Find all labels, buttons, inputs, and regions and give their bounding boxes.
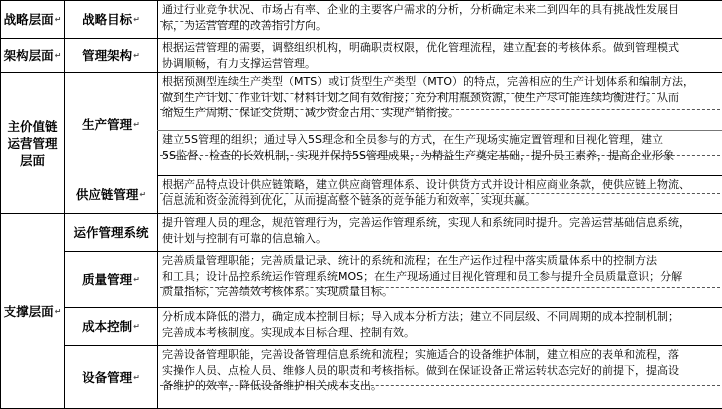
content-line: 和工具；设计品控系统运作管理系统MOS；在生产现场通过目视化管理和员工参与提升全员质量意识；分解 xyxy=(162,269,683,283)
sub-production-management-label: 生产管理 xyxy=(82,116,133,132)
layer-value-chain xyxy=(3,73,62,213)
layer-architecture: 架构层面 ↵ xyxy=(3,48,62,63)
sub-operation-system-label: 运作管理系统 xyxy=(73,225,149,240)
sub-cost-control: 成本控制 ↵ xyxy=(82,319,140,334)
content-line: 完善设备管理职能，完善设备管理信息系统和流程；实施适合的设备维护体制，建立相应的表单和流程，落 xyxy=(162,348,679,361)
content-line: 建立5S管理的组织；通过导入5S理念和全员参与的方式，在生产现场实施定置管理和目视化管理，建立 xyxy=(162,133,663,146)
sub-production-management: 生产管理 ↵ xyxy=(82,116,140,132)
content-line: 实操作人员、点检人员、维修人员的职责和考核指标。做到在保证设备正常运转状态完好的前提下，提高设 xyxy=(162,363,679,377)
content-line: 根据运营管理的需要，调整组织机构，明确职责权限，优化管理流程，建立配套的考核体系。做到管理模式 xyxy=(162,41,679,54)
sub-management-architecture: 管理架构 ↵ xyxy=(82,48,140,63)
layer-strategy-label: 战略层面 xyxy=(3,12,54,27)
content-supply-chain xyxy=(158,176,722,213)
sub-supply-chain: 供应链管理 ↵ xyxy=(75,187,147,202)
content-line: 提升管理人员的理念，规范管理行为，完善运作管理系统，实现人和系统同时提升。完善运营基础信息系统， xyxy=(162,216,690,229)
layer-support: 支撑层面 ↵ xyxy=(3,303,62,319)
content-strategy xyxy=(158,1,722,38)
sub-strategy-goal-label: 战略目标 xyxy=(82,12,133,27)
layer-support-label: 支撑层面 xyxy=(3,303,54,319)
content-operation-system xyxy=(158,214,722,251)
content-line: 质量指标，完善绩效考核体系。实现质量目标。 xyxy=(162,285,393,298)
content-equipment-management xyxy=(158,346,722,408)
content-quality-management xyxy=(158,252,722,307)
content-line: 做到生产计划、作业计划、材料计划之间有效衔接；充分利用瓶颈资源，使生产尽可能连续均衡进行。从而 xyxy=(162,90,679,104)
content-line: 分析成本降低的潜力，确定成本控制目标；导入成本分析方法；建立不同层级、不同周期的成本控制机制； xyxy=(162,310,679,323)
content-architecture xyxy=(158,39,722,72)
content-line: 完善质量管理职能；完善质量记录、统计的系统和流程；在生产运作过程中落实质量体系中的控制方法 xyxy=(162,254,657,267)
content-line: 缩短生产周期、保证交货期、减少资金占用、实现产销衔接。 xyxy=(162,106,459,119)
sub-management-architecture-label: 管理架构 xyxy=(82,48,133,63)
sub-strategy-goal: 战略目标 ↵ xyxy=(82,12,140,27)
content-production-5s xyxy=(158,131,722,175)
sub-operation-system xyxy=(65,214,157,251)
content-line: 通过行业竞争状况、市场占有率、企业的主要客户需求的分析，分析确定未来二到四年的具有挑战性发展目 xyxy=(162,3,679,16)
content-line: 完善成本考核制度。实现成本目标合理、控制有效。 xyxy=(162,325,415,339)
content-line: 根据预测型连续生产类型（MTS）或订货型生产类型（MTO）的特点，完善相应的生产计划体系和编制方法， xyxy=(162,75,695,88)
content-line: 5S监督、检查的长效机制，实现并保持5S管理成果，为精益生产奠定基础，提升员工素养，提高企业形象 xyxy=(162,148,674,162)
layer-value-chain-label: 主价值链运营管理层面 xyxy=(7,118,58,168)
sub-cost-control-label: 成本控制 xyxy=(82,319,133,334)
content-production-planning xyxy=(158,73,722,130)
content-line: 标，为运营管理的改善指引方向。 xyxy=(162,18,327,32)
content-line: 信息流和资金流得到优化，从而提高整个链条的竞争能力和效率，实现共赢。 xyxy=(162,193,536,207)
sub-equipment-management-label: 设备管理 xyxy=(82,369,133,385)
sub-quality-management: 质量管理 ↵ xyxy=(82,272,140,287)
content-line: 使计划与控制有可靠的信息输入。 xyxy=(162,231,327,245)
content-line: 协调顺畅，有力支撑运营管理。 xyxy=(162,56,316,70)
layer-architecture-label: 架构层面 xyxy=(3,48,54,63)
content-line: 备维护的效率，降低设备维护相关成本支出。 xyxy=(162,379,382,392)
content-line: 根据产品特点设计供应链策略，建立供应商管理体系、设计供货方式并设计相应商业条款，使供应链上物流、 xyxy=(162,178,690,191)
sub-quality-management-label: 质量管理 xyxy=(82,272,133,287)
sub-supply-chain-label: 供应链管理 xyxy=(75,187,139,202)
layer-strategy: 战略层面 ↵ xyxy=(3,12,62,27)
sub-equipment-management: 设备管理 ↵ xyxy=(82,369,140,385)
content-cost-control xyxy=(158,308,722,345)
